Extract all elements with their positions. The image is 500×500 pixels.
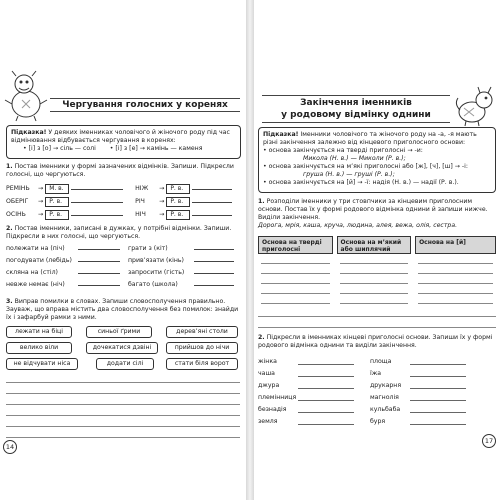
task-text: Постав іменники, записані в дужках, у потрібні відмінки. Запиши. Підкресли в них голосні, що чергуються. [6,225,232,240]
phrase: невже немає (ніч) [6,281,65,288]
hint-text: Іменники чоловічого та жіночого роду на -а, -я мають різні закінчення залежно від кінцевого приголосного основи: [263,131,477,146]
phrase: полежати на (піч) [6,245,65,252]
case-box: Р. в. [166,197,190,207]
dragon-illustration-icon [4,70,48,122]
answer-line[interactable] [78,285,120,286]
left-page [0,0,246,500]
task2-pair-4 [6,280,234,289]
phrase-frame[interactable]: не відчувати ніса [6,358,78,370]
task2-pair-3 [6,268,234,277]
task-number: 2. [258,334,265,341]
column-header: Основа на тверді приголосні [258,236,333,254]
right-task-1 [258,198,496,230]
noun: безнадія [258,406,287,413]
phrase: погодувати (лебідь) [6,257,72,264]
task2-pair-1 [6,244,234,253]
phrase-frame[interactable]: дерев’яні столи [166,326,238,338]
answer-line[interactable] [194,261,234,262]
answer-line[interactable] [410,381,466,389]
hint-lead: Підказка! [11,129,47,136]
animal-illustration-icon [452,84,496,128]
column-header: Основа на м’який або шиплячий [337,236,412,254]
column-lines[interactable] [415,254,496,304]
answer-line[interactable] [410,405,466,413]
phrase: багато (школа) [127,281,178,288]
phrase-frame[interactable]: велико віли [6,342,72,354]
answer-line[interactable] [78,273,120,274]
phrase: прив’язати (кінь) [127,257,184,264]
right-task-2 [258,334,496,350]
phrase-frame[interactable]: прийшов до нічи [166,342,238,354]
case-box: Р. в. [45,210,69,220]
task1-row-1: РЕМІНЬ → М. в. НІЖ → Р. в. [6,184,232,194]
left-page-title: Чергування голосних у коренях [50,98,240,112]
answer-line[interactable] [298,369,354,377]
task-number: 2. [6,225,13,232]
case-box: Р. в. [45,197,69,207]
writing-lines[interactable] [6,372,240,438]
noun: кульбаба [369,406,401,413]
answer-line[interactable] [71,202,123,203]
word-row [258,380,466,392]
phrase-frame[interactable]: дочекатися дзвіні [86,342,158,354]
phrase-frame[interactable]: стати біля ворот [166,358,238,370]
hint-rule-1: • [і] з [о] → сіль — солі [23,145,96,152]
noun: друкарня [369,382,402,389]
task-text: Постав іменники у формі зазначених відмінків. Запиши. Підкресли голосні, що чергуються. [6,163,234,178]
answer-line[interactable] [298,405,354,413]
noun: їжа [369,370,382,377]
hint-bullet-3: • основа закінчується на [й] → -ї: надія (Н. в.) — надії (Р. в.). [263,179,459,186]
phrase: запросити (гість) [127,269,185,276]
case-box: Р. в. [166,184,190,194]
answer-line[interactable] [192,215,232,216]
hint-bullet-2: • основа закінчується на м’які приголосні або [ж], [ч], [ш] → -і: [263,163,468,170]
sorting-table [258,236,496,304]
book-gutter [246,0,254,500]
page-number: 17 [482,434,496,448]
task-text: Підкресли в іменниках кінцеві приголосні основи. Запиши їх у формі родового відмінка однини та виділи закінчення. [258,334,493,349]
hint-example-2: груша (Н. в.) — груші (Р. в.); [303,171,395,178]
noun: чаша [258,370,275,377]
task-text: Виправ помилки в словах. Запиши словосполучення правильно. Зауваж, що вправа містить два словосполучення без помилок: знайди їх і зафарбуй рамки з ними. [6,298,239,321]
word-row [258,356,466,368]
noun: племінниця [258,394,297,401]
hint-lead: Підказка! [263,131,299,138]
answer-line[interactable] [410,357,466,365]
column-header: Основа на [й] [415,236,496,254]
word-row [258,416,466,428]
answer-line[interactable] [194,285,234,286]
answer-line[interactable] [298,393,354,401]
answer-line[interactable] [71,189,123,190]
noun: площа [369,358,392,365]
answer-line[interactable] [78,249,120,250]
word-row [258,368,466,380]
phrase: грати з (кіт) [127,245,168,252]
writing-lines[interactable] [258,306,496,328]
word-row [258,392,466,404]
noun: магнолія [369,394,399,401]
task-number: 1. [258,198,265,205]
word: ОБЕРІГ [6,198,29,205]
phrase-frame[interactable]: додати сілі [96,358,154,370]
phrase: скляна на (стіл) [6,269,58,276]
answer-line[interactable] [410,393,466,401]
word: РЕМІНЬ [6,185,30,192]
word: НІЧ [135,211,146,218]
task1-row-2: ОБЕРІГ → Р. в. РІЧ → Р. в. [6,197,232,207]
title-line-2: у родовому відмінку однини [281,110,431,120]
left-task-3 [6,298,241,322]
left-hint-box [6,125,241,159]
answer-line[interactable] [298,357,354,365]
answer-line[interactable] [192,202,232,203]
right-hint-box [258,127,496,193]
noun: буря [369,418,386,425]
column-lines[interactable] [337,254,412,304]
answer-line[interactable] [298,381,354,389]
column-lines[interactable] [258,254,333,304]
hint-rule-2: • [і] з [е] → камінь — каменя [109,145,203,152]
case-box: М. в. [45,184,69,194]
answer-line[interactable] [298,417,354,425]
answer-line[interactable] [71,215,123,216]
title-line-1: Закінчення іменників [300,98,412,108]
word: ОСІНЬ [6,211,26,218]
case-box: Р. в. [166,210,190,220]
phrase-frame[interactable]: синьої ґрими [86,326,152,338]
phrase-frame[interactable]: лежати на біці [6,326,72,338]
noun: джура [258,382,280,389]
answer-line[interactable] [192,189,232,190]
left-task-1 [6,163,241,179]
noun: жінка [258,358,277,365]
right-page [254,0,500,500]
hint-example-1: Микола (Н. в.) — Миколи (Р. в.); [303,155,406,162]
noun: земля [258,418,278,425]
hint-bullet-1: • основа закінчується на тверді приголосні → -и: [263,147,423,154]
left-task-2 [6,225,241,241]
task2-pair-2 [6,256,234,265]
right-page-title [262,95,450,123]
task-number: 1. [6,163,13,170]
page-number: 14 [3,440,17,454]
word-list: Дорога, мрія, каша, круча, людина, алея, вежа, олія, сестра. [258,222,458,229]
word-row [258,404,466,416]
task-text: Розподіли іменники у три стовпчики за кінцевим приголосним основи. Постав їх у формі родового відмінка однини й запиши нижче. Виділи закінчення. [258,198,488,221]
answer-line[interactable] [78,261,120,262]
answer-line[interactable] [410,417,466,425]
word: НІЖ [135,185,149,192]
hint-text: У деяких іменниках чоловічого й жіночого роду під час відмінювання відбувається чергування в коренях: [11,129,230,144]
task-number: 3. [6,298,13,305]
word: РІЧ [135,198,145,205]
answer-line[interactable] [194,273,234,274]
answer-line[interactable] [194,249,234,250]
task1-row-3: ОСІНЬ → Р. в. НІЧ → Р. в. [6,210,232,220]
answer-line[interactable] [410,369,466,377]
